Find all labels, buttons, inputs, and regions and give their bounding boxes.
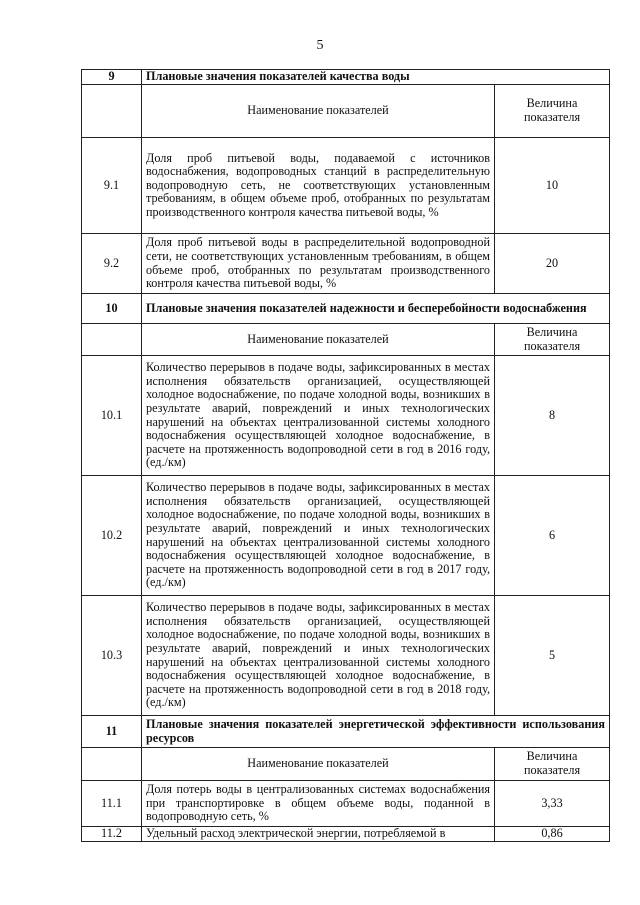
column-header-row <box>82 748 610 781</box>
row-text: Количество перерывов в подаче воды, зафиксированных в местах исполнения обязательств организацией, осуществляющей холодное водоснабжение, по подаче холодной воды, возникших в результате аварий, повреждений и иных технологических нарушений на объектах централизованной системы холодного водоснабжения осуществляющей холодное водоснабжение, в расчете на протяженность водопроводной сети в год в 2016 году, (ед./км) <box>142 356 495 476</box>
column-header-row <box>82 324 610 356</box>
section-number: 9 <box>82 70 142 85</box>
row-text: Количество перерывов в подаче воды, зафиксированных в местах исполнения обязательств организацией, осуществляющей холодное водоснабжение, по подаче холодной воды, возникших в результате аварий, повреждений и иных технологических нарушений на объектах централизованной системы холодного водоснабжения осуществляющей холодное водоснабжение, в расчете на протяженность водопроводной сети в год в 2018 году, (ед./км) <box>142 596 495 716</box>
row-value: 20 <box>495 234 610 294</box>
header-name: Наименование показателей <box>142 85 495 138</box>
page-number: 5 <box>316 38 324 53</box>
section-title: Плановые значения показателей качества воды <box>142 70 610 85</box>
section-header <box>82 294 610 324</box>
table-row <box>82 596 610 716</box>
row-number: 11.1 <box>82 781 142 827</box>
row-text: Доля проб питьевой воды, подаваемой с источников водоснабжения, водопроводных станций в распределительную водопроводную сеть, не соответствующих установленным требованиям, в общем объеме проб, отобранных по результатам производственного контроля качества питьевой воды, % <box>142 138 495 234</box>
row-text: Удельный расход электрической энергии, потребляемой в <box>142 827 495 842</box>
header-name: Наименование показателей <box>142 748 495 781</box>
row-value: 10 <box>495 138 610 234</box>
section-header <box>82 716 610 748</box>
header-name: Наименование показателей <box>142 324 495 356</box>
row-text: Доля проб питьевой воды в распределительной водопроводной сети, не соответствующих установленным требованиям, в общем объеме проб, отобранных по результатам производственного контроля качества питьевой воды, % <box>142 234 495 294</box>
column-header-row <box>82 85 610 138</box>
table-row <box>82 827 610 842</box>
row-value: 8 <box>495 356 610 476</box>
row-value: 3,33 <box>495 781 610 827</box>
header-value: Величина показателя <box>495 324 610 356</box>
row-number: 9.1 <box>82 138 142 234</box>
row-number: 10.3 <box>82 596 142 716</box>
header-value: Величина показателя <box>495 85 610 138</box>
row-number: 11.2 <box>82 827 142 842</box>
row-value: 0,86 <box>495 827 610 842</box>
indicators-table <box>81 69 610 842</box>
table-row <box>82 781 610 827</box>
section-number: 10 <box>82 294 142 324</box>
table-row <box>82 138 610 234</box>
table-row <box>82 356 610 476</box>
row-number: 9.2 <box>82 234 142 294</box>
row-number: 10.2 <box>82 476 142 596</box>
row-text: Количество перерывов в подаче воды, зафиксированных в местах исполнения обязательств организацией, осуществляющей холодное водоснабжение, по подаче холодной воды, возникших в результате аварий, повреждений и иных технологических нарушений на объектах централизованной системы холодного водоснабжения осуществляющей холодное водоснабжение, в расчете на протяженность водопроводной сети в год в 2017 году, (ед./км) <box>142 476 495 596</box>
section-title: Плановые значения показателей надежности и бесперебойности водоснабжения <box>142 294 610 324</box>
row-text: Доля потерь воды в централизованных системах водоснабжения при транспортировке в общем объеме воды, поданной в водопроводную сеть, % <box>142 781 495 827</box>
section-header <box>82 70 610 85</box>
empty-cell <box>82 748 142 781</box>
header-value: Величина показателя <box>495 748 610 781</box>
row-value: 6 <box>495 476 610 596</box>
section-title: Плановые значения показателей энергетической эффективности использования ресурсов <box>142 716 610 748</box>
table-row <box>82 234 610 294</box>
row-number: 10.1 <box>82 356 142 476</box>
empty-cell <box>82 324 142 356</box>
section-number: 11 <box>82 716 142 748</box>
empty-cell <box>82 85 142 138</box>
row-value: 5 <box>495 596 610 716</box>
table-row <box>82 476 610 596</box>
